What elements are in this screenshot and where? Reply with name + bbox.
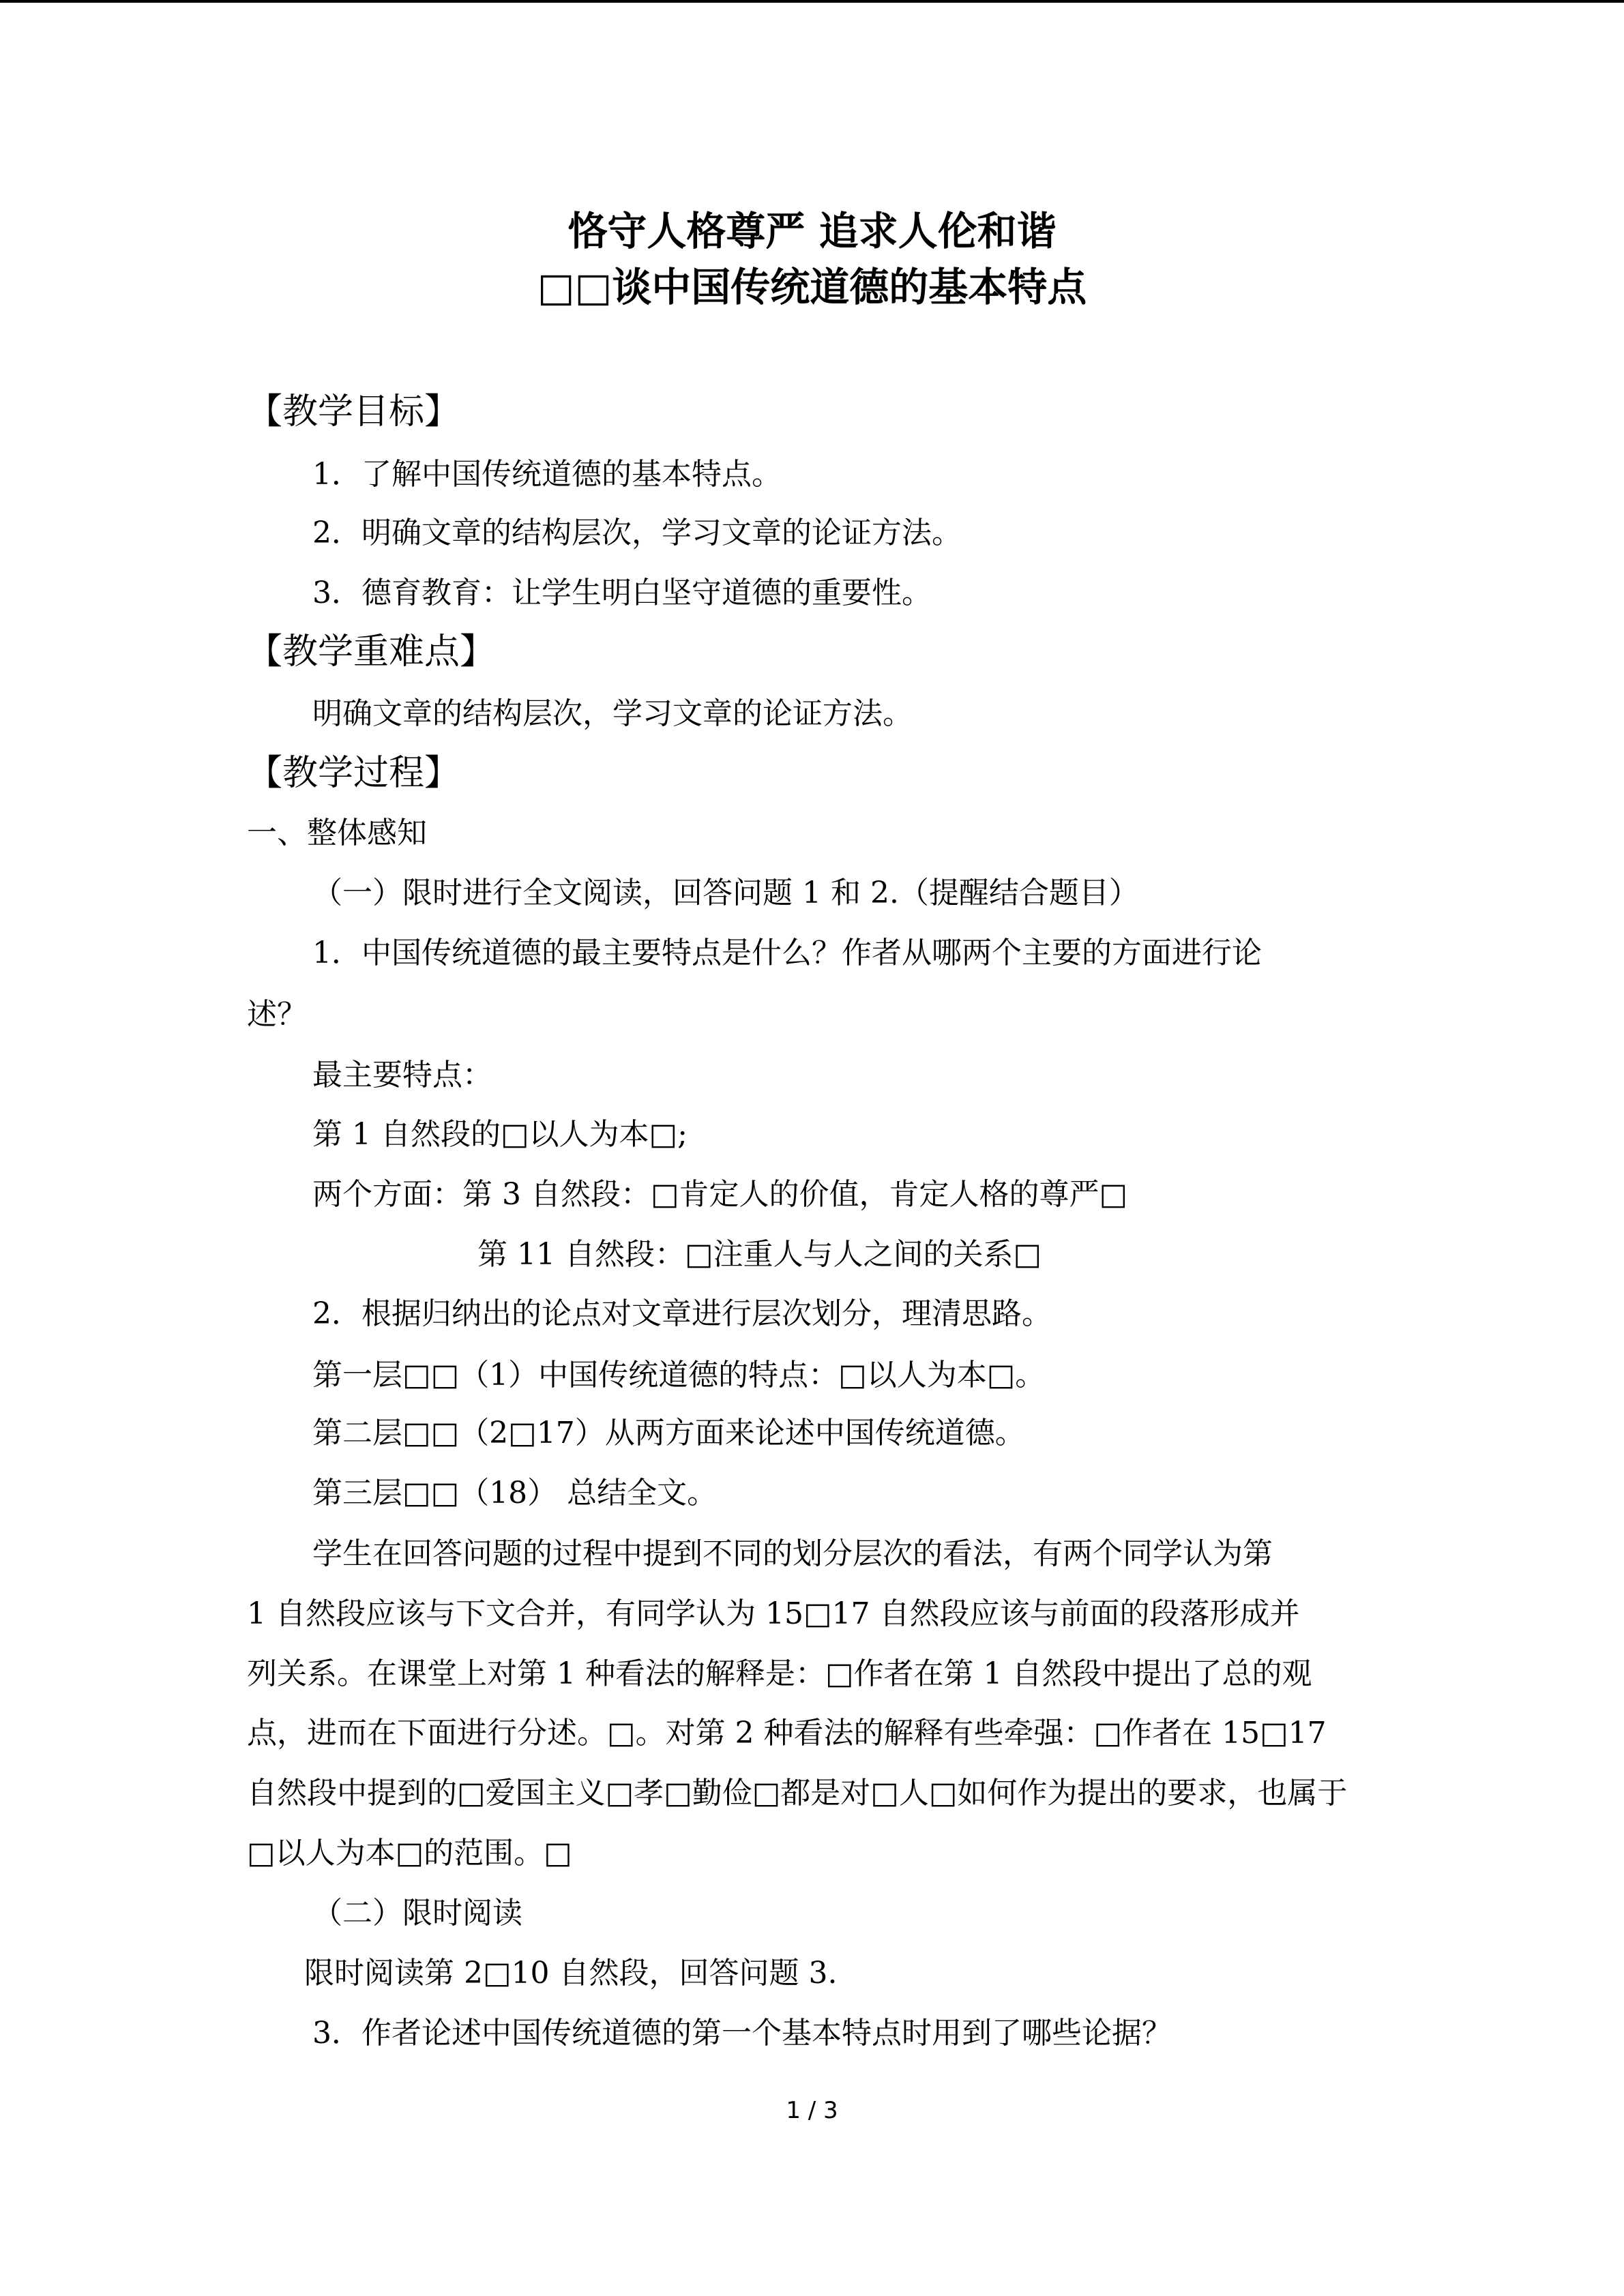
question-3: 3．作者论述中国传统道德的第一个基本特点时用到了哪些论据？ [312,2016,1172,2051]
discussion-line-3: 列关系。在课堂上对第 1 种看法的解释是：□作者在第 1 自然段中提出了总的观 [247,1656,1312,1691]
objective-item-2: 2．明确文章的结构层次，学习文章的论证方法。 [312,516,962,550]
answer-1-line-2: 两个方面：第 3 自然段：□肯定人的价值，肯定人格的尊严□ [312,1177,1128,1212]
page-number: 1 / 3 [786,2097,838,2124]
heading-objectives: 【教学目标】 [247,391,460,432]
objective-item-1: 1．了解中国传统道德的基本特点。 [312,457,782,492]
answer-1-line-1: 第 1 自然段的□以人为本□; [312,1117,688,1152]
question-2: 2．根据归纳出的论点对文章进行层次划分，理清思路。 [312,1296,1052,1331]
sub1-title: （一）限时进行全文阅读，回答问题 1 和 2.（提醒结合题目） [312,876,1139,910]
heading-key-points: 【教学重难点】 [247,631,496,672]
discussion-line-5: 自然段中提到的□爱国主义□孝□勤俭□都是对□人□如何作为提出的要求，也属于 [247,1776,1348,1810]
question-1-line-1: 1．中国传统道德的最主要特点是什么？作者从哪两个主要的方面进行论 [312,936,1262,970]
discussion-line-4: 点，进而在下面进行分述。□。对第 2 种看法的解释有些牵强：□作者在 15□17 [247,1716,1327,1750]
part1-title: 一、整体感知 [247,816,427,850]
discussion-line-1: 学生在回答问题的过程中提到不同的划分层次的看法，有两个同学认为第 [312,1536,1273,1571]
discussion-line-2: 1 自然段应该与下文合并，有同学认为 15□17 自然段应该与前面的段落形成并 [247,1596,1300,1631]
document-subtitle: □□谈中国传统道德的基本特点 [537,264,1087,310]
document-title: 恪守人格尊严 追求人伦和谐 [567,208,1057,254]
top-border-rule [0,0,1624,3]
answer-1-line-3: 第 11 自然段：□注重人与人之间的关系□ [477,1237,1042,1272]
question-1-line-2: 述？ [247,997,307,1032]
objective-item-3: 3．德育教育：让学生明白坚守道德的重要性。 [312,576,932,610]
layer-2: 第二层□□（2□17）从两方面来论述中国传统道德。 [312,1416,1025,1450]
layer-3: 第三层□□（18） 总结全文。 [312,1476,718,1510]
sub2-title: （二）限时阅读 [312,1896,522,1930]
sub2-text: 限时阅读第 2□10 自然段，回答问题 3. [304,1956,838,1991]
key-points-text: 明确文章的结构层次，学习文章的论证方法。 [312,696,913,731]
answer-1-label: 最主要特点： [312,1058,492,1092]
discussion-line-6: □以人为本□的范围。□ [247,1836,572,1870]
layer-1: 第一层□□（1）中国传统道德的特点：□以人为本□。 [312,1358,1046,1392]
heading-process: 【教学过程】 [247,753,460,794]
